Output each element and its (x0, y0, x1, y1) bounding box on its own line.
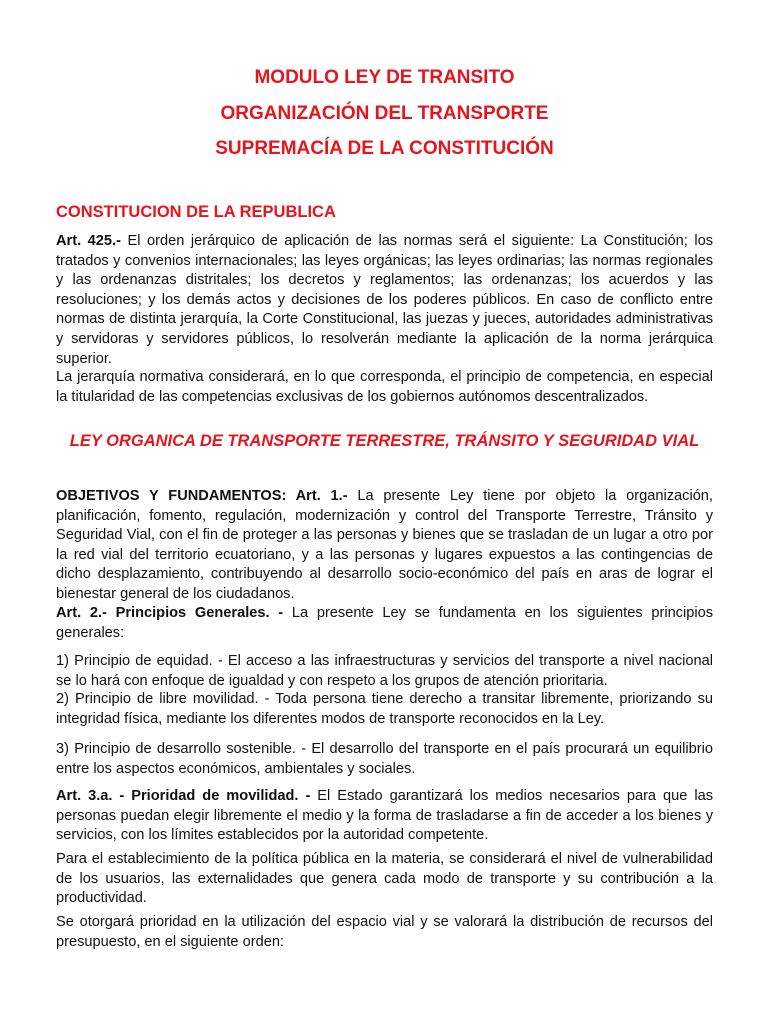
paragraph-principio-libre-movilidad: 2) Principio de libre movilidad. - Toda persona tiene derecho a transitar libremente, priorizando su integridad física, mediante los diferentes modos de transporte reconocidos en la Ley. (56, 691, 713, 727)
title-supremacia: SUPREMACÍA DE LA CONSTITUCIÓN (215, 138, 554, 159)
title-modulo: MODULO LEY DE TRANSITO (254, 67, 515, 88)
art-1-label: OBJETIVOS Y FUNDAMENTOS: Art. 1.- (56, 488, 348, 504)
paragraph-principio-equidad: 1) Principio de equidad. - El acceso a las infraestructuras y servicios del transporte a nivel nacional se lo hará con enfoque de igualdad y con respeto a los grupos de atención prioritaria. (56, 653, 713, 689)
paragraph-art-2 (56, 604, 713, 643)
paragraph-art-425 (56, 232, 713, 369)
paragraph-art-3a (56, 787, 713, 846)
art-2-text: La presente Ley se fundamenta en los siguientes principios generales: (56, 605, 713, 641)
law-heading: LEY ORGANICA DE TRANSPORTE TERRESTRE, TRÁNSITO Y SEGURIDAD VIAL (69, 432, 700, 450)
art-3a-label: Art. 3.a. - Prioridad de movilidad. - (56, 788, 311, 804)
paragraph-prioridad-espacio-vial: Se otorgará prioridad en la utilización del espacio vial y se valorará la distribución de recursos del presupuesto, en el siguiente orden: (56, 914, 713, 950)
art-1-text: La presente Ley tiene por objeto la organización, planificación, fomento, regulación, modernización y control del Transporte Terrestre, Tránsito y Seguridad Vial, con el fin de proteger a las personas y bienes que se trasladan de un lugar a otro por la red vial del territorio ecuatoriano, y a las personas y lugares expuestos a las contingencias de dicho desplazamiento, contribuyendo al desarrollo socio-económico del país en aras de lograr el bienestar general de los ciudadanos. (56, 488, 713, 602)
paragraph-jerarquia: La jerarquía normativa considerará, en lo que corresponda, el principio de competencia, en especial la titularidad de las competencias exclusivas de los gobiernos autónomos descentralizados. (56, 369, 713, 405)
section-heading-constitucion: CONSTITUCION DE LA REPUBLICA (56, 203, 336, 221)
paragraph-politica-publica: Para el establecimiento de la política pública en la materia, se considerará el nivel de vulnerabilidad de los usuarios, las externalidades que genera cada modo de transporte y su contribución a la productividad. (56, 851, 713, 907)
art-425-text: El orden jerárquico de aplicación de las normas será el siguiente: La Constitución; los tratados y convenios internacionales; las leyes orgánicas; las leyes ordinarias; las normas regionales y las ordenanzas distritales; los decretos y reglamentos; las ordenanzas; los acuerdos y las resoluciones; y los demás actos y decisiones de los poderes públicos. En caso de conflicto entre normas de distinta jerarquía, la Corte Constitucional, las juezas y jueces, autoridades administrativas y servidoras y servidores públicos, lo resolverán mediante la aplicación de la norma jerárquica superior. (56, 233, 713, 367)
art-2-label: Art. 2.- Principios Generales. - (56, 605, 284, 621)
paragraph-art-1 (56, 487, 713, 605)
title-organizacion: ORGANIZACIÓN DEL TRANSPORTE (220, 103, 549, 124)
art-425-label: Art. 425.- (56, 233, 121, 249)
paragraph-principio-desarrollo-sostenible: 3) Principio de desarrollo sostenible. - El desarrollo del transporte en el país procurará un equilibrio entre los aspectos económicos, ambientales y sociales. (56, 741, 713, 777)
art-3a-text: El Estado garantizará los medios necesarios para que las personas puedan elegir libremente el medio y la forma de trasladarse a fin de acceder a los bienes y servicios, con los límites establecidos por la autoridad competente. (56, 788, 713, 844)
